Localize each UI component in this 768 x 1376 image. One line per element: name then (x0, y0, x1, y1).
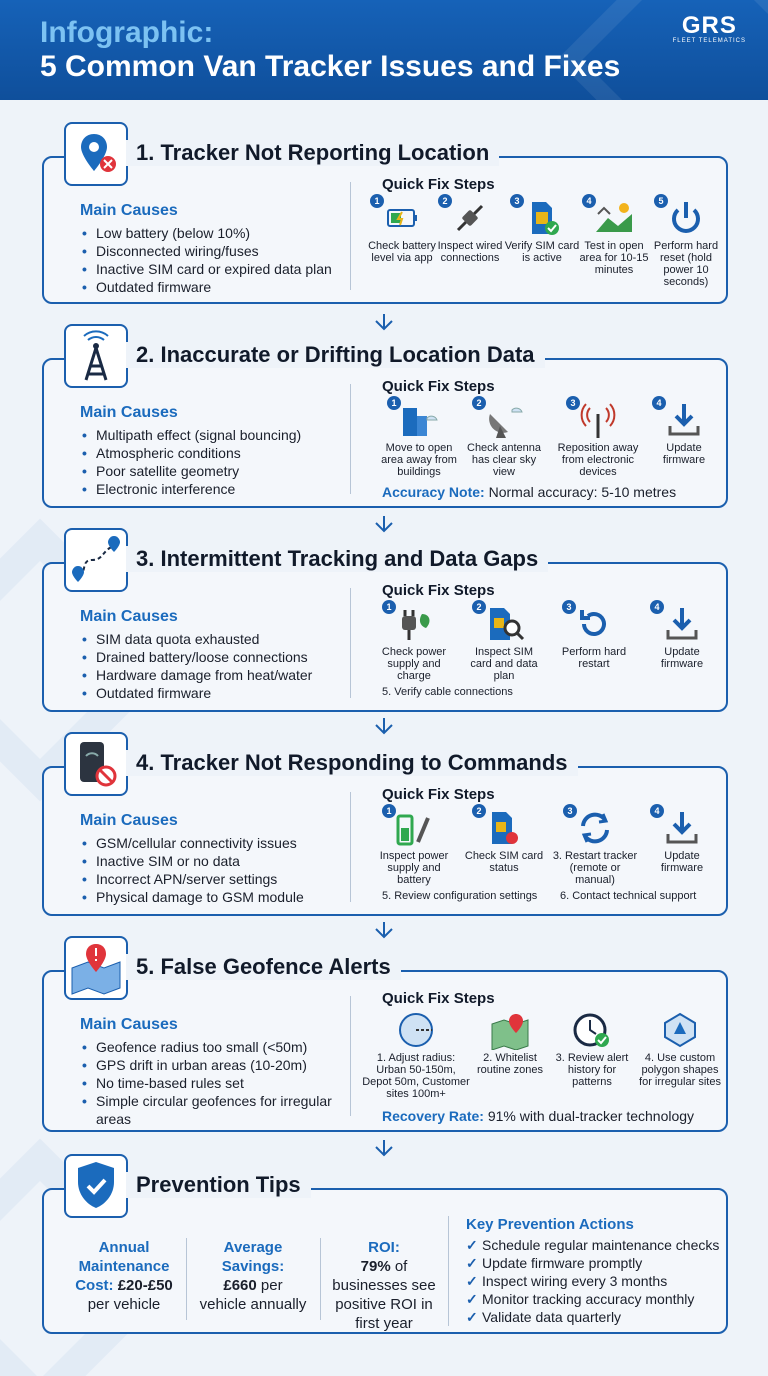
step-number: 3 (510, 194, 524, 208)
main-causes (80, 1016, 340, 1128)
location-pin-error-icon (64, 122, 128, 186)
fix-step (470, 1010, 550, 1076)
header-title: 5 Common Van Tracker Issues and Fixes (40, 50, 621, 83)
antenna-icon (576, 400, 620, 440)
accuracy-note-text: Normal accuracy: 5-10 metres (488, 484, 677, 500)
step-number: 4 (582, 194, 596, 208)
cause-item: • GSM/cellular connectivity issues (80, 834, 304, 852)
sync-icon (573, 808, 617, 848)
fix-step (430, 198, 510, 264)
step-label: Reposition away from electronic devices (557, 442, 639, 478)
fix-step (548, 400, 648, 478)
map-alert-icon (64, 936, 128, 1000)
issue-title: 5. False Geofence Alerts (126, 954, 401, 980)
step-label: 3. Review alert history for patterns (555, 1052, 629, 1088)
fix-step (554, 604, 634, 670)
power-plug-icon (392, 604, 436, 644)
stat-label: Maintenance (78, 1258, 170, 1275)
stat-divider (320, 1238, 321, 1320)
stat-text: per (260, 1277, 283, 1294)
issue-title: 2. Inaccurate or Drifting Location Data (126, 342, 545, 368)
fix-step (464, 604, 544, 682)
issue-title: 3. Intermittent Tracking and Data Gaps (126, 546, 548, 572)
cause-item: • Disconnected wiring/fuses (80, 242, 332, 260)
main-causes-heading: Main Causes (80, 202, 178, 219)
recovery-rate-label: Recovery Rate: (382, 1108, 484, 1124)
extra-step: 5. Verify cable connections (382, 686, 513, 698)
quick-fix-heading: Quick Fix Steps (382, 378, 495, 395)
plug-icon (448, 198, 492, 238)
step-label: Move to open area away from buildings (381, 442, 457, 478)
step-label: Check battery level via app (368, 240, 436, 264)
down-arrow-icon (372, 920, 396, 940)
main-causes-heading: Main Causes (80, 404, 178, 421)
stat-value: £660 (223, 1277, 257, 1294)
fix-step (646, 198, 726, 288)
fix-step (642, 604, 722, 670)
cause-item: • No time-based rules set (80, 1074, 340, 1092)
action-item: ✓ Validate data quarterly (466, 1308, 719, 1326)
grs-logo (673, 12, 746, 44)
cause-item: • Geofence radius too small (<50m) (80, 1038, 340, 1056)
fix-step (464, 808, 544, 874)
step-number: 2 (472, 804, 486, 818)
sim-status-icon (482, 808, 526, 848)
cause-item: • Inactive SIM card or expired data plan (80, 260, 332, 278)
cause-item: • Poor satellite geometry (80, 462, 301, 480)
step-label: Inspect wired connections (437, 240, 503, 264)
issue-card-4 (42, 750, 728, 916)
fix-step (574, 198, 654, 276)
action-item: ✓ Inspect wiring every 3 months (466, 1272, 719, 1290)
signal-tower-icon (64, 324, 128, 388)
quick-fix-heading: Quick Fix Steps (382, 582, 495, 599)
step-number: 2 (472, 600, 486, 614)
fix-step (374, 604, 454, 682)
fix-step (374, 808, 454, 886)
logo-tagline: FLEET TELEMATICS (672, 38, 746, 44)
step-label: Check power supply and charge (381, 646, 447, 682)
restart-icon (572, 604, 616, 644)
fix-step (552, 1010, 632, 1088)
quick-fix-heading: Quick Fix Steps (382, 176, 495, 193)
stat-label: ROI: (368, 1239, 400, 1256)
main-causes-heading: Main Causes (80, 608, 178, 625)
stat-label: Cost: (75, 1277, 114, 1294)
issue-card-3 (42, 546, 728, 712)
extra-step: 6. Contact technical support (560, 890, 697, 902)
step-label: 3. Restart tracker (remote or manual) (552, 850, 638, 886)
cause-item: • Outdated firmware (80, 684, 312, 702)
step-label: Perform hard restart (561, 646, 627, 670)
stat-text: of (394, 1258, 408, 1275)
action-item: ✓ Monitor tracking accuracy monthly (466, 1290, 719, 1308)
sim-check-icon (520, 198, 564, 238)
main-causes-heading: Main Causes (80, 1016, 178, 1033)
cause-item: • Atmospheric conditions (80, 444, 301, 462)
cause-item: • Physical damage to GSM module (80, 888, 304, 906)
step-number: 1 (370, 194, 384, 208)
stat-text: vehicle annually (199, 1296, 307, 1313)
step-label: Update firmware (662, 442, 706, 466)
fix-step (644, 400, 724, 466)
step-label: Check SIM card status (464, 850, 544, 874)
step-number: 2 (472, 396, 486, 410)
recovery-rate-text: 91% with dual-tracker technology (487, 1108, 695, 1124)
battery-icon (380, 198, 424, 238)
fix-step (642, 808, 722, 874)
header-subtitle: Infographic: (40, 16, 214, 49)
step-number: 5 (654, 194, 668, 208)
stat-text: businesses see (332, 1277, 436, 1294)
key-actions-heading: Key Prevention Actions (466, 1216, 634, 1233)
fix-step (374, 400, 464, 478)
map-pin-icon (488, 1010, 532, 1050)
maintenance-cost (64, 1238, 184, 1314)
route-gap-icon (64, 528, 128, 592)
down-arrow-icon (372, 312, 396, 332)
issue-title: 1. Tracker Not Reporting Location (126, 140, 499, 166)
step-number: 1 (382, 804, 396, 818)
header-banner (0, 0, 768, 100)
down-arrow-icon (372, 514, 396, 534)
step-label: Check antenna has clear sky view (467, 442, 541, 478)
cause-item: • Simple circular geofences for irregular areas (80, 1092, 340, 1128)
shield-check-icon (64, 1154, 128, 1218)
cause-item: • Electronic interference (80, 480, 301, 498)
step-number: 1 (382, 600, 396, 614)
stat-text: per vehicle (87, 1296, 161, 1313)
main-causes-heading: Main Causes (80, 812, 178, 829)
main-causes (80, 812, 304, 906)
main-causes (80, 202, 332, 296)
recovery-rate-note (382, 1108, 694, 1124)
step-number: 1 (387, 396, 401, 410)
satellite-dish-icon (482, 400, 526, 440)
download-icon (662, 400, 706, 440)
step-number: 4 (650, 804, 664, 818)
stat-divider (186, 1238, 187, 1320)
prevention-card (42, 1172, 728, 1334)
stat-divider (448, 1216, 449, 1326)
average-savings (194, 1238, 312, 1314)
column-divider (350, 182, 351, 290)
battery-wrench-icon (392, 808, 436, 848)
download-icon (660, 604, 704, 644)
step-label: Inspect power supply and battery (379, 850, 449, 886)
step-label: Test in open area for 10-15 minutes (579, 240, 649, 276)
stat-value: £20-£50 (117, 1277, 173, 1294)
logo-text: GRS (681, 12, 737, 39)
cause-item: • Outdated firmware (80, 278, 332, 296)
key-prevention-actions (466, 1216, 719, 1326)
clock-check-icon (570, 1010, 614, 1050)
step-number: 4 (652, 396, 666, 410)
buildings-icon (397, 400, 441, 440)
power-icon (664, 198, 708, 238)
cause-item: • Multipath effect (signal bouncing) (80, 426, 301, 444)
quick-fix-heading: Quick Fix Steps (382, 990, 495, 1007)
open-area-icon (592, 198, 636, 238)
issue-title: 4. Tracker Not Responding to Commands (126, 750, 578, 776)
main-causes (80, 404, 301, 498)
extra-step: 5. Review configuration settings (382, 890, 538, 902)
step-label: Verify SIM card is active (504, 240, 580, 264)
down-arrow-icon (372, 1138, 396, 1158)
step-number: 3 (562, 600, 576, 614)
accuracy-note (382, 484, 676, 500)
sim-search-icon (482, 604, 526, 644)
roi-stat (324, 1238, 444, 1333)
step-label: Update firmware (660, 850, 704, 874)
step-number: 3 (563, 804, 577, 818)
device-blocked-icon (64, 732, 128, 796)
fix-step (636, 1010, 724, 1088)
cause-item: • GPS drift in urban areas (10-20m) (80, 1056, 340, 1074)
stat-value: 79% (360, 1258, 391, 1275)
download-icon (660, 808, 704, 848)
step-label: Update firmware (660, 646, 704, 670)
stat-label: Average (223, 1239, 283, 1256)
column-divider (350, 384, 351, 494)
cause-item: • Low battery (below 10%) (80, 224, 332, 242)
step-label: 4. Use custom polygon shapes for irregular sites (639, 1052, 721, 1088)
issue-card-1 (42, 140, 728, 304)
step-label: Inspect SIM card and data plan (470, 646, 538, 682)
column-divider (350, 792, 351, 902)
step-number: 4 (650, 600, 664, 614)
cause-item: • Hardware damage from heat/water (80, 666, 312, 684)
issue-card-5 (42, 954, 728, 1132)
stat-label: Savings: (221, 1258, 285, 1275)
radius-icon (394, 1010, 438, 1050)
issue-card-2 (42, 342, 728, 508)
polygon-icon (658, 1010, 702, 1050)
step-number: 2 (438, 194, 452, 208)
step-label: 1. Adjust radius: Urban 50-150m, Depot 50m, Customer sites 100m+ (362, 1052, 470, 1100)
down-arrow-icon (372, 716, 396, 736)
cause-item: • Incorrect APN/server settings (80, 870, 304, 888)
step-label: Perform hard reset (hold power 10 seconds) (653, 240, 719, 288)
main-causes (80, 608, 312, 702)
cause-item: • SIM data quota exhausted (80, 630, 312, 648)
quick-fix-heading: Quick Fix Steps (382, 786, 495, 803)
fix-step (362, 1010, 470, 1100)
action-item: ✓ Update firmware promptly (466, 1254, 719, 1272)
action-item: ✓ Schedule regular maintenance checks (466, 1236, 719, 1254)
prevention-title: Prevention Tips (126, 1172, 311, 1198)
fix-step (550, 808, 640, 886)
cause-item: • Inactive SIM or no data (80, 852, 304, 870)
column-divider (350, 996, 351, 1116)
step-label: 2. Whitelist routine zones (476, 1052, 544, 1076)
stat-text: first year (355, 1315, 413, 1332)
fix-step (502, 198, 582, 264)
accuracy-note-label: Accuracy Note: (382, 484, 485, 500)
fix-step (464, 400, 544, 478)
stat-text: positive ROI in (335, 1296, 433, 1313)
cause-item: • Drained battery/loose connections (80, 648, 312, 666)
stat-label: Annual (98, 1239, 150, 1256)
column-divider (350, 588, 351, 698)
step-number: 3 (566, 396, 580, 410)
